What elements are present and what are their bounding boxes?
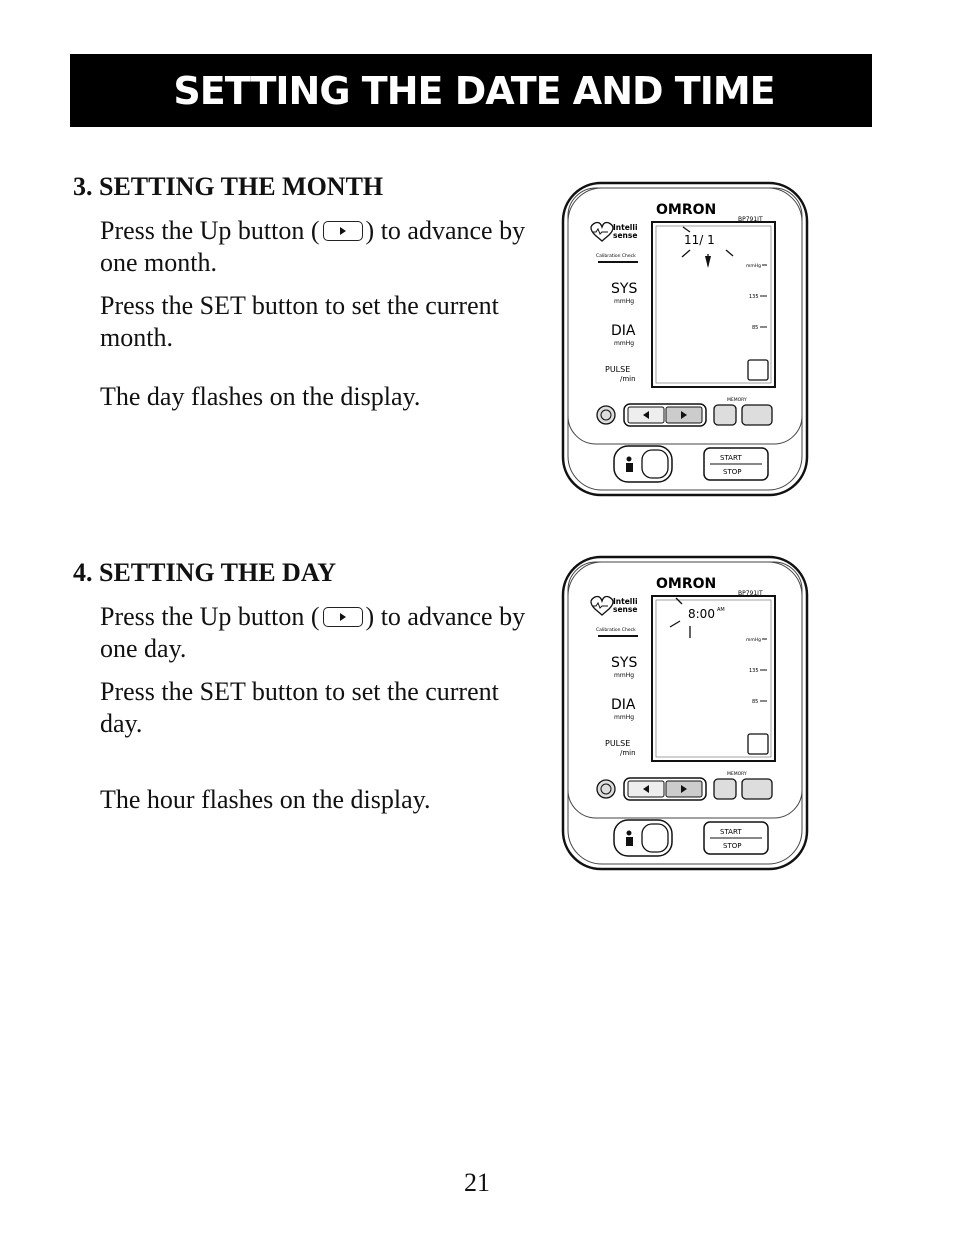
page-title: SETTING THE DATE AND TIME bbox=[173, 68, 775, 113]
blood-pressure-monitor-illustration bbox=[560, 180, 810, 500]
scale-top: mmHg bbox=[746, 264, 762, 269]
step-up-button bbox=[73, 601, 530, 665]
brand-logo: OMRON bbox=[656, 202, 717, 218]
scale-top: mmHg bbox=[746, 638, 762, 643]
blood-pressure-monitor-illustration bbox=[560, 554, 810, 874]
scale-85: 85 bbox=[752, 325, 759, 331]
clock-button-icon bbox=[597, 780, 615, 798]
person-icon bbox=[626, 837, 633, 846]
stop-label: STOP bbox=[723, 842, 742, 850]
intelli-label: Intelli bbox=[613, 597, 638, 606]
section-month bbox=[73, 172, 543, 413]
up-button-icon bbox=[323, 607, 363, 627]
brand-logo: OMRON bbox=[656, 576, 717, 592]
model-label: BP791IT bbox=[738, 590, 763, 597]
dia-label: DIA bbox=[611, 697, 636, 713]
intelli-label: Intelli bbox=[613, 223, 638, 232]
sys-unit: mmHg bbox=[614, 298, 635, 305]
step-text: ) to advance by one month. bbox=[100, 216, 526, 277]
scale-85: 85 bbox=[752, 699, 759, 705]
step-text: Press the Up button ( bbox=[100, 216, 320, 245]
dia-label: DIA bbox=[611, 323, 636, 339]
start-label: START bbox=[720, 454, 742, 462]
light-button-icon bbox=[742, 405, 772, 425]
step-text: ) to advance by one day. bbox=[100, 602, 526, 663]
title-bar bbox=[70, 54, 872, 127]
step-up-button bbox=[73, 215, 530, 279]
sys-label: SYS bbox=[611, 281, 638, 297]
pulse-label: PULSE bbox=[605, 739, 631, 748]
clock-button-icon bbox=[597, 406, 615, 424]
step-set-button: Press the SET button to set the current day. bbox=[100, 677, 499, 738]
step-text: Press the Up button ( bbox=[100, 602, 320, 631]
pulse-label: PULSE bbox=[605, 365, 631, 374]
sense-label: sense bbox=[613, 231, 638, 240]
section-day bbox=[73, 558, 543, 816]
model-label: BP791IT bbox=[738, 216, 763, 223]
memory-button-icon bbox=[714, 779, 736, 799]
calibration-label: Calibration Check bbox=[596, 254, 636, 259]
dia-unit: mmHg bbox=[614, 714, 635, 721]
step-result: The day flashes on the display. bbox=[100, 382, 421, 411]
section-heading: 4. SETTING THE DAY bbox=[73, 558, 336, 587]
sys-unit: mmHg bbox=[614, 672, 635, 679]
scale-135: 135 bbox=[749, 668, 759, 674]
lcd-value: 11/ 1 bbox=[684, 233, 715, 247]
lcd-ampm: AM bbox=[717, 607, 725, 613]
stop-label: STOP bbox=[723, 468, 742, 476]
memory-label: MEMORY bbox=[727, 398, 747, 403]
memory-button-icon bbox=[714, 405, 736, 425]
pulse-unit: /min bbox=[620, 375, 636, 383]
memory-label: MEMORY bbox=[727, 772, 747, 777]
step-set-button: Press the SET button to set the current month. bbox=[100, 291, 499, 352]
page-number: 21 bbox=[464, 1168, 490, 1197]
dia-unit: mmHg bbox=[614, 340, 635, 347]
sense-label: sense bbox=[613, 605, 638, 614]
section-heading: 3. SETTING THE MONTH bbox=[73, 172, 384, 201]
person-icon bbox=[626, 463, 633, 472]
sys-label: SYS bbox=[611, 655, 638, 671]
scale-135: 135 bbox=[749, 294, 759, 300]
up-button-icon bbox=[323, 221, 363, 241]
calibration-label: Calibration Check bbox=[596, 628, 636, 633]
start-label: START bbox=[720, 828, 742, 836]
lcd-value: 8:00 bbox=[688, 607, 715, 621]
pulse-unit: /min bbox=[620, 749, 636, 757]
step-result: The hour flashes on the display. bbox=[100, 785, 431, 814]
light-button-icon bbox=[742, 779, 772, 799]
